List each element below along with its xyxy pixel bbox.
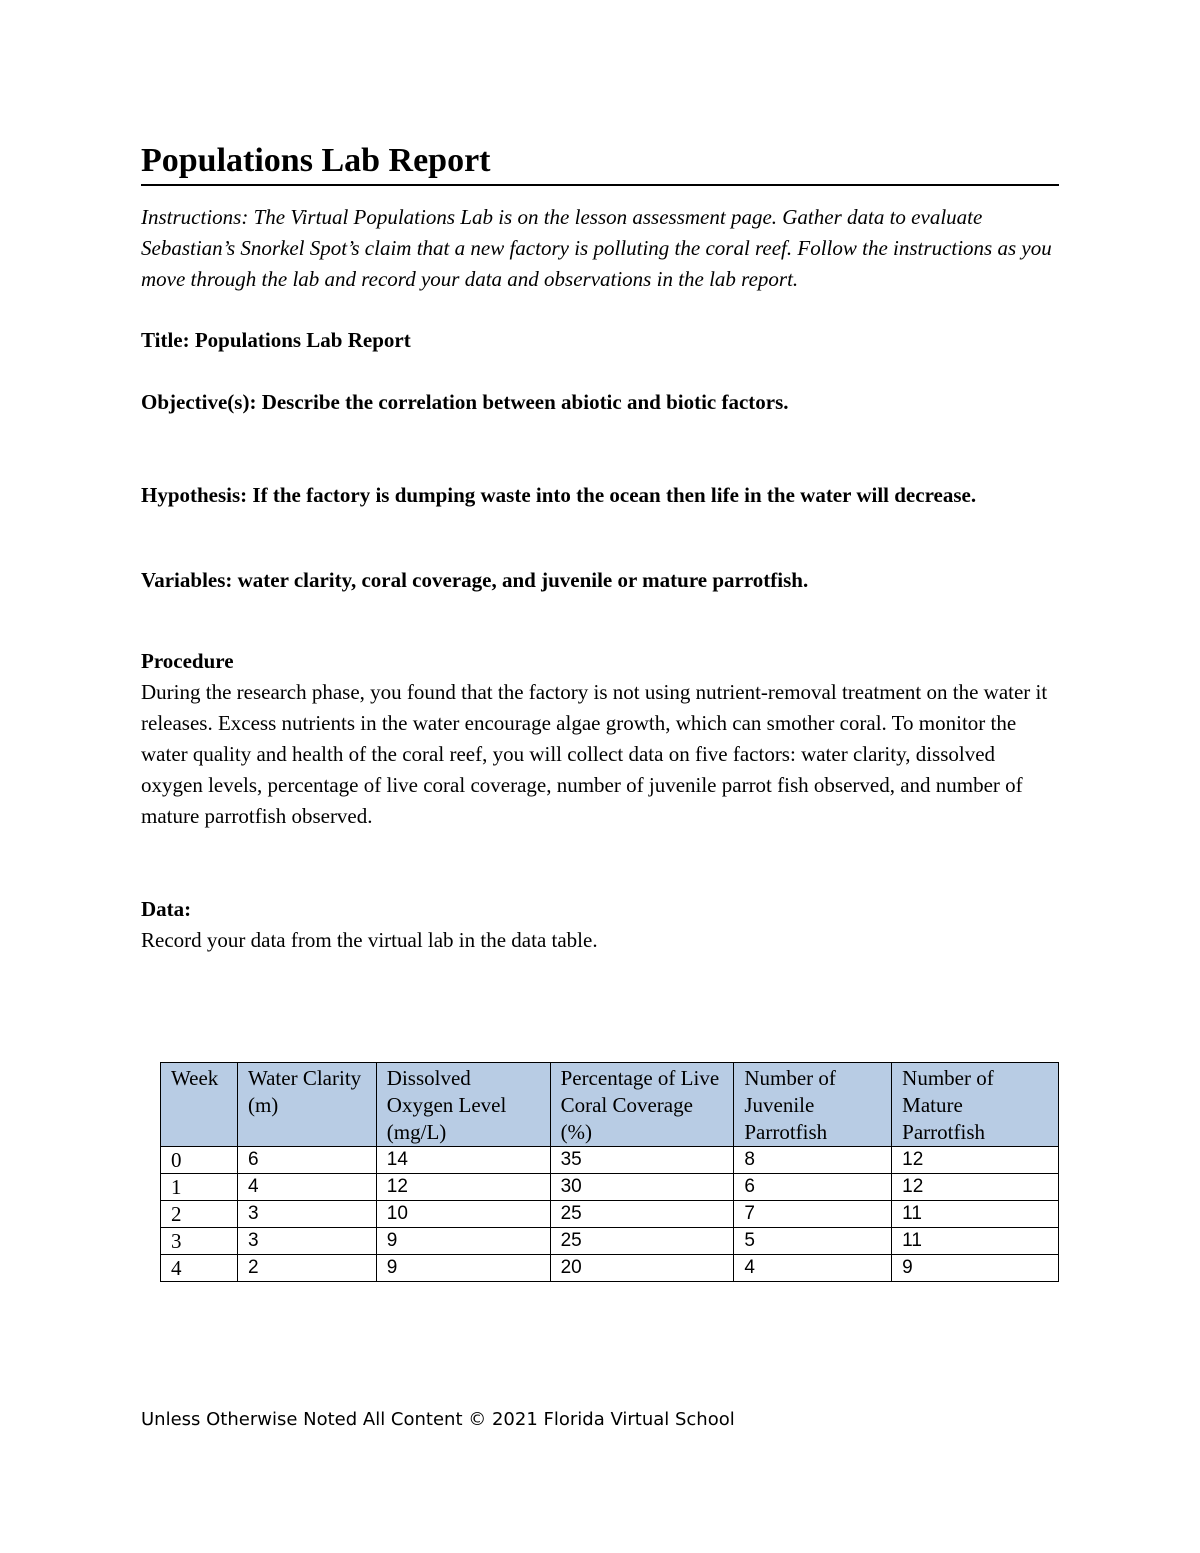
header-water-clarity: Water Clarity (m)	[237, 1063, 376, 1147]
table-cell: 6	[237, 1147, 376, 1174]
table-cell: 3	[161, 1228, 238, 1255]
data-table	[160, 1062, 1059, 1282]
table-cell: 4	[161, 1255, 238, 1282]
table-cell: 12	[892, 1174, 1059, 1201]
table-cell: 7	[734, 1201, 892, 1228]
table-cell: 9	[376, 1228, 550, 1255]
table-cell: 30	[550, 1174, 734, 1201]
header-coral-coverage: Percentage of Live Coral Coverage (%)	[550, 1063, 734, 1147]
objective-field: Objective(s): Describe the correlation between abiotic and biotic factors.	[141, 390, 789, 414]
table-cell: 3	[237, 1228, 376, 1255]
procedure-heading: Procedure	[141, 649, 234, 673]
table-cell: 4	[237, 1174, 376, 1201]
header-juvenile-parrotfish: Number of Juvenile Parrotfish	[734, 1063, 892, 1147]
document-title: Populations Lab Report	[141, 140, 1059, 186]
table-cell: 12	[892, 1147, 1059, 1174]
table-cell: 9	[376, 1255, 550, 1282]
table-cell: 6	[734, 1174, 892, 1201]
table-cell: 11	[892, 1228, 1059, 1255]
table-cell: 35	[550, 1147, 734, 1174]
header-dissolved-oxygen: Dissolved Oxygen Level (mg/L)	[376, 1063, 550, 1147]
table-cell: 3	[237, 1201, 376, 1228]
table-cell: 8	[734, 1147, 892, 1174]
table-cell: 4	[734, 1255, 892, 1282]
table-cell: 14	[376, 1147, 550, 1174]
footer-copyright: Unless Otherwise Noted All Content © 2021 Florida Virtual School	[141, 1409, 735, 1430]
document-page	[141, 140, 1059, 956]
table-cell: 25	[550, 1201, 734, 1228]
header-mature-parrotfish: Number of Mature Parrotfish	[892, 1063, 1059, 1147]
header-week: Week	[161, 1063, 238, 1147]
hypothesis-field: Hypothesis: If the factory is dumping waste into the ocean then life in the water will decrease.	[141, 483, 977, 507]
procedure-text: During the research phase, you found that the factory is not using nutrient-removal treatment on the water it releases. Excess nutrients in the water encourage algae growth, which can smother coral. To monitor the water quality and health of the coral reef, you will collect data on five factors: water clarity, dissolved oxygen levels, percentage of live coral coverage, number of juvenile parrot fish observed, and number of mature parrotfish observed.	[141, 680, 1048, 828]
table-cell: 25	[550, 1228, 734, 1255]
table-cell: 20	[550, 1255, 734, 1282]
table-cell: 5	[734, 1228, 892, 1255]
table-row	[161, 1147, 1059, 1174]
table-row	[161, 1228, 1059, 1255]
data-intro-text: Record your data from the virtual lab in the data table.	[141, 928, 598, 952]
table-cell: 0	[161, 1147, 238, 1174]
table-row	[161, 1174, 1059, 1201]
table-cell: 9	[892, 1255, 1059, 1282]
table-cell: 10	[376, 1201, 550, 1228]
variables-field: Variables: water clarity, coral coverage, and juvenile or mature parrotfish.	[141, 568, 809, 592]
table-cell: 12	[376, 1174, 550, 1201]
table-cell: 11	[892, 1201, 1059, 1228]
table-row	[161, 1201, 1059, 1228]
table-cell: 2	[237, 1255, 376, 1282]
instructions-text: Instructions: The Virtual Populations Lab is on the lesson assessment page. Gather data to evaluate Sebastian’s Snorkel Spot’s claim that a new factory is polluting the coral reef. Follow the instructions as you move through the lab and record your data and observations in the lab report.	[141, 205, 1052, 291]
table-row	[161, 1255, 1059, 1282]
table-header-row	[161, 1063, 1059, 1147]
table-cell: 1	[161, 1174, 238, 1201]
table-cell: 2	[161, 1201, 238, 1228]
data-heading: Data:	[141, 897, 192, 921]
title-field: Title: Populations Lab Report	[141, 328, 411, 352]
